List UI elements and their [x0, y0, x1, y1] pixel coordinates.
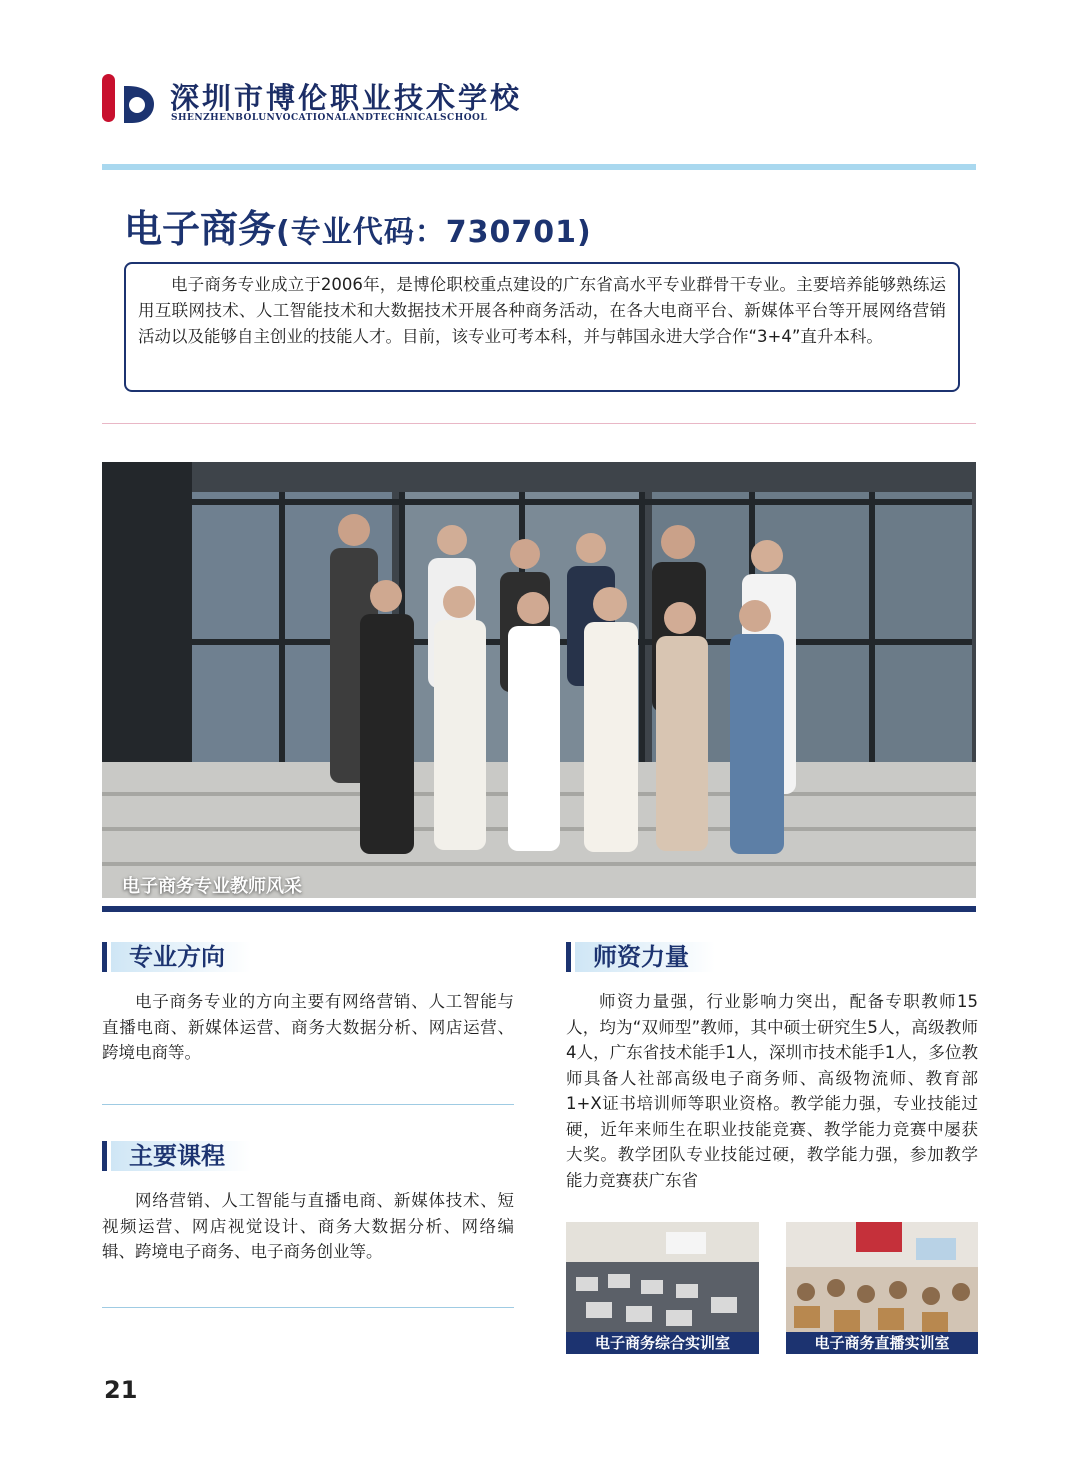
- heading-text: 专业方向: [111, 942, 251, 972]
- school-name-en-word: AND: [348, 113, 374, 123]
- major-name: 电子商务: [124, 206, 277, 251]
- teacher-group-photo: [102, 462, 976, 898]
- courses-text: 网络营销、人工智能与直播电商、新媒体技术、短视频运营、网店视觉设计、商务大数据分析、网络编辑、跨境电子商务、电子商务创业等。: [102, 1191, 514, 1261]
- faculty-text: 师资力量强，行业影响力突出，配备专职教师15人，均为“双师型”教师，其中硕士研究生5人，高级教师4人，广东省技术能手1人，深圳市技术能手1人，多位教师具备人社部高级电子商务师、高级物流师、教育部1+X证书培训师等职业资格。教学能力强，专业技能过硬，近年来师生在职业技能竞赛、教学能力竞赛中屡获大奖。教学团队专业技能过硬，教学能力强，参加教学能力竞赛获广东省: [566, 992, 978, 1190]
- heading-bar: [566, 942, 571, 972]
- school-name-en-word: SCHOOL: [440, 113, 488, 123]
- section-heading-courses: [102, 1141, 251, 1171]
- section-divider: [102, 1307, 514, 1308]
- page-title: [124, 198, 592, 253]
- school-name-en-word: BOLUN: [235, 113, 276, 123]
- heading-bar: [102, 942, 107, 972]
- faculty-text-clip: [566, 989, 978, 1195]
- school-name-en-word: VOCATIONAL: [275, 113, 349, 123]
- photo-caption: 电子商务专业教师风采: [122, 876, 302, 897]
- section-heading-direction: [102, 942, 251, 972]
- section-heading-faculty: [566, 942, 715, 972]
- photo-caption: 电子商务直播实训室: [786, 1332, 978, 1354]
- intro-text: 电子商务专业成立于2006年，是博伦职校重点建设的广东省高水平专业群骨干专业。主要培养能够熟练运用互联网技术、人工智能技术和大数据技术开展各种商务活动，在各大电商平台、新媒体平台等开展网络营销活动以及能够自主创业的技能人才。目前，该专业可考本科，并与韩国永进大学合作“3+4”直升本科。: [138, 275, 946, 346]
- heading-text: 师资力量: [575, 942, 715, 972]
- school-name-en: [171, 113, 488, 123]
- major-code: (专业代码：730701): [276, 215, 592, 250]
- photo-caption: 电子商务综合实训室: [566, 1332, 759, 1354]
- intro-box: [124, 262, 960, 392]
- section-divider: [102, 1104, 514, 1105]
- heading-text: 主要课程: [111, 1141, 251, 1171]
- section-divider: [102, 423, 976, 424]
- school-name-en-word: TECHNICAL: [373, 113, 441, 123]
- direction-text: 电子商务专业的方向主要有网络营销、人工智能与直播电商、新媒体运营、商务大数据分析、网店运营、跨境电商等。: [102, 992, 514, 1062]
- heading-bar: [102, 1141, 107, 1171]
- page-number: 21: [104, 1376, 138, 1404]
- school-logo-icon: [100, 72, 156, 128]
- school-name-cn: 深圳市博伦职业技术学校: [170, 81, 523, 115]
- live-stream-room-photo: [786, 1222, 978, 1354]
- training-room-photo: [566, 1222, 759, 1354]
- header-divider: [102, 164, 976, 170]
- photo-divider: [102, 906, 976, 912]
- school-name-en-word: SHENZHEN: [171, 113, 236, 123]
- photo-illustration: [102, 462, 976, 898]
